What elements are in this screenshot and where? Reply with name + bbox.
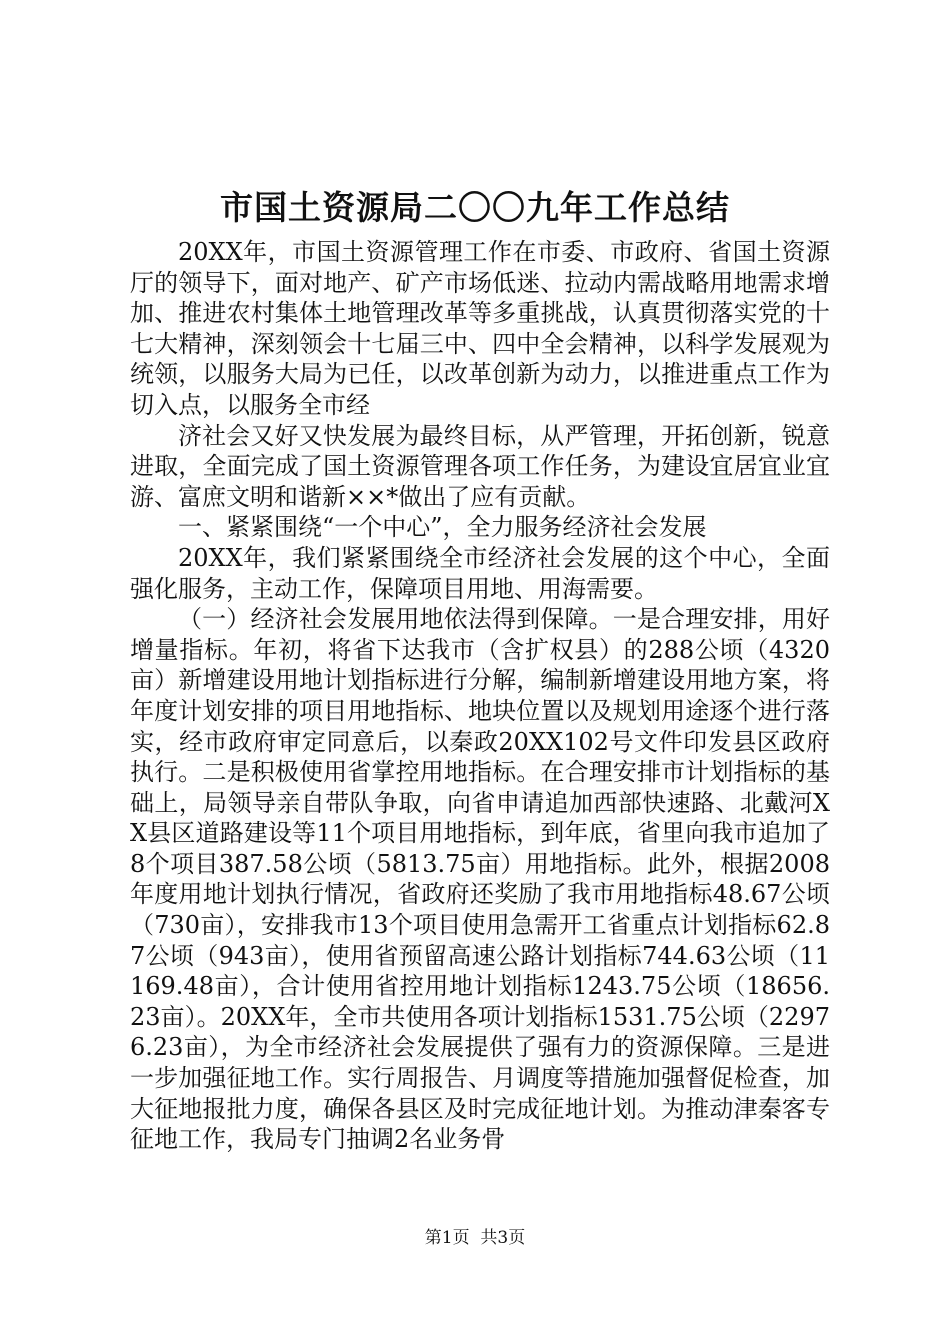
paragraph-section-one-summary: 20XX年，我们紧紧围绕全市经济社会发展的这个中心，全面强化服务，主动工作，保障项目用地、用海需要。 [130,543,830,603]
page-number-footer: 第1页 共3页 [424,1228,526,1248]
section-heading-one: 一、紧紧围绕“一个中心”，全力服务经济社会发展 [178,513,707,542]
paragraph-land-use-guarantee: （一）经济社会发展用地依法得到保障。一是合理安排，用好增量指标。年初，将省下达我市（含扩权县）的288公顷（4320亩）新增建设用地计划指标进行分解，编制新增建设用地方案，将年度计划安排的项目用地指标、地块位置以及规划用途逐个进行落实，经市政府审定同意后，以秦政20XX102号文件印发县区政府执行。二是积极使用省掌控用地指标。在合理安排市计划指标的基础上，局领导亲自带队争取，向省申请追加西部快速路、北戴河XX县区道路建设等11个项目用地指标，到年底，省里向我市追加了8个项目387.58公顷（5813.75亩）用地指标。此外，根据2008年度用地计划执行情况，省政府还奖励了我市用地指标48.67公顷（730亩），安排我市13个项目使用急需开工省重点计划指标62.87公顷（943亩），使用省预留高速公路计划指标744.63公顷（11169.48亩），合计使用省控用地计划指标1243.75公顷（18656.23亩）。20XX年，全市共使用各项计划指标1531.75公顷（22976.23亩），为全市经济社会发展提供了强有力的资源保障。三是进一步加强征地工作。实行周报告、月调度等措施加强督促检查，加大征地报批力度，确保各县区及时完成征地计划。为推动津秦客专征地工作，我局专门抽调2名业务骨 [130,605,830,1154]
paragraph-intro-continued: 济社会又好又快发展为最终目标，从严管理，开拓创新，锐意进取，全面完成了国土资源管理各项工作任务，为建设宜居宜业宜游、富庶文明和谐新××*做出了应有贡献。 [130,421,830,511]
document-body [130,237,830,1155]
paragraph-intro: 20XX年，市国土资源管理工作在市委、市政府、省国土资源厅的领导下，面对地产、矿产市场低迷、拉动内需战略用地需求增加、推进农村集体土地管理改革等多重挑战，认真贯彻落实党的十七大精神，深刻领会十七届三中、四中全会精神，以科学发展观为统领，以服务大局为已任，以改革创新为动力，以推进重点工作为切入点，以服务全市经 [130,238,830,419]
document-title: 市国土资源局二〇〇九年工作总结 [220,188,730,227]
